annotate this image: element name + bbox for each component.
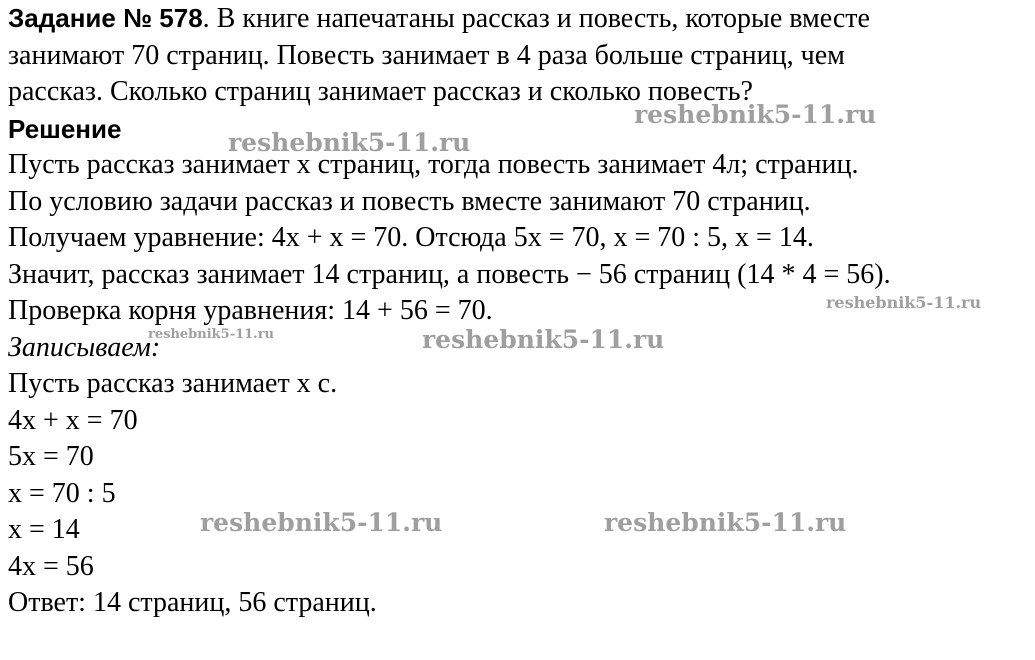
solution-line: Пусть рассказ занимает х страниц, тогда повесть занимает 4л; страниц. xyxy=(8,149,859,180)
solution-line: Значит, рассказ занимает 14 страниц, а повесть − 56 страниц (14 * 4 = 56). xyxy=(8,258,891,290)
watermark: reshebnik5-11.ru xyxy=(634,100,877,129)
record-line: 4х = 56 xyxy=(8,550,94,582)
watermark: reshebnik5-11.ru xyxy=(604,508,847,537)
record-line: х = 14 xyxy=(8,514,80,545)
record-heading: Записываем: xyxy=(8,331,161,363)
solution-line: Получаем уравнение: 4х + х = 70. Отсюда 5х = 70, х = 70 : 5, х = 14. xyxy=(8,222,814,253)
record-line: 4х + х = 70 xyxy=(8,404,138,436)
watermark: reshebnik5-11.ru xyxy=(422,325,665,354)
record-line: х = 70 : 5 xyxy=(8,477,116,509)
problem-line-3: рассказ. Сколько страниц занимает рассказ и сколько повесть? xyxy=(8,76,753,107)
watermark: reshebnik5-11.ru xyxy=(826,293,982,312)
watermark: reshebnik5-11.ru xyxy=(200,508,443,537)
problem-line-2: занимают 70 страниц. Повесть занимает в 4 раза больше страниц, чем xyxy=(8,39,845,71)
task-number: Задание № 578 xyxy=(8,3,203,33)
record-line: 5х = 70 xyxy=(8,441,94,472)
watermark: reshebnik5-11.ru xyxy=(228,128,471,157)
record-line: Пусть рассказ занимает х с. xyxy=(8,368,338,399)
solution-line: Проверка корня уравнения: 14 + 56 = 70. xyxy=(8,295,493,326)
problem-text-1: . В книге напечатаны рассказ и повесть, которые вместе xyxy=(202,3,870,34)
problem-line-1 xyxy=(8,0,1028,38)
solution-line: По условию задачи рассказ и повесть вместе занимают 70 страниц. xyxy=(8,185,811,217)
watermark: reshebnik5-11.ru xyxy=(148,327,275,342)
solution-heading: Решение xyxy=(8,113,122,144)
answer-line: Ответ: 14 страниц, 56 страниц. xyxy=(8,587,377,618)
